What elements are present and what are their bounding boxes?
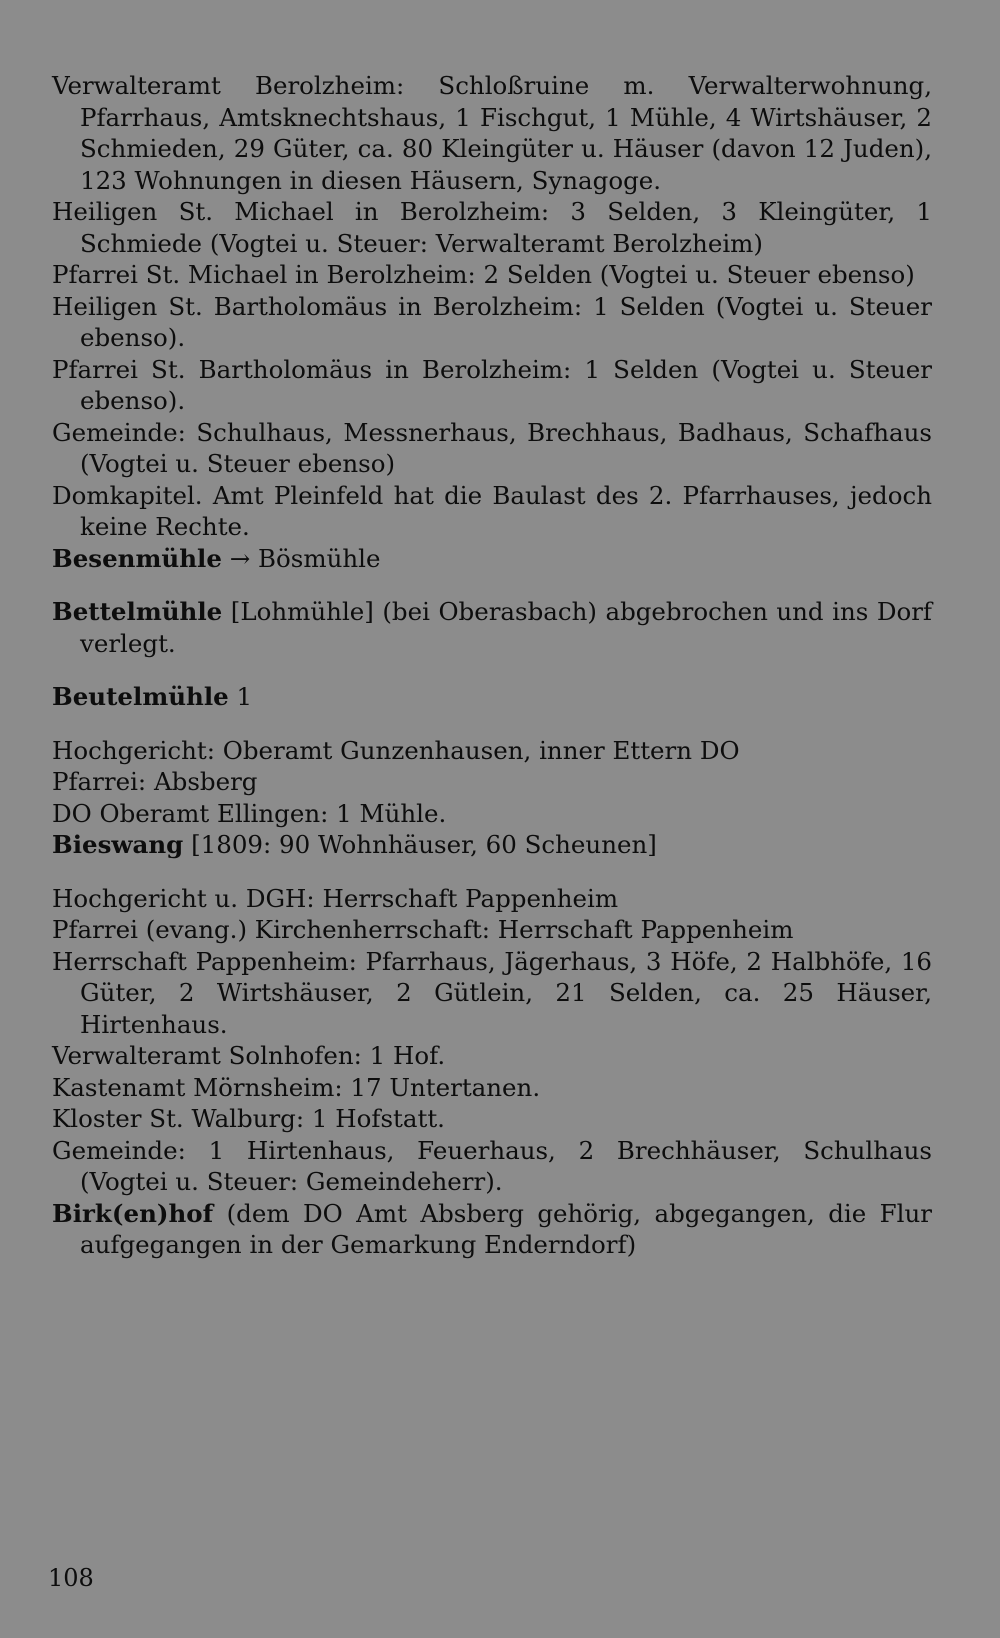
text-paragraph: Hochgericht: Oberamt Gunzenhausen, inner Ettern DO bbox=[52, 735, 740, 765]
page-body bbox=[52, 70, 932, 1261]
headword: Beutelmühle bbox=[52, 682, 229, 711]
entry-beutelmuehle bbox=[52, 681, 932, 713]
entry-text: 1 bbox=[228, 682, 253, 711]
entry-text: (dem DO Amt Absberg gehörig, abgegangen, die Flur aufgegangen in der Gemarkung Enderndorf) bbox=[80, 1198, 932, 1259]
headword: Besenmühle bbox=[52, 543, 222, 573]
text-paragraph: Verwalteramt Berolzheim: Schloßruine m. Verwalterwohnung, Pfarrhaus, Amtsknechtshaus, 1 Fischgut, 1 Mühle, 4 Wirtshäuser, 2 Schmieden, 29 Güter, ca. 80 Kleingüter u. Häuser (davon 12 Juden), 123 Wohnungen in diesen Häusern, Synagoge. bbox=[52, 71, 932, 195]
text-paragraph: Gemeinde: Schulhaus, Messnerhaus, Brechhaus, Badhaus, Schafhaus (Vogtei u. Steuer ebenso) bbox=[52, 417, 932, 478]
entry-text: → Bösmühle bbox=[221, 543, 381, 573]
entry-bieswang bbox=[52, 829, 932, 861]
entry-birkenhof bbox=[52, 1198, 932, 1261]
entry-text: [1809: 90 Wohnhäuser, 60 Scheunen] bbox=[183, 830, 657, 859]
entry-text: [Lohmühle] (bei Oberasbach) abgebrochen und ins Dorf verlegt. bbox=[80, 597, 932, 658]
text-paragraph: Heiligen St. Michael in Berolzheim: 3 Selden, 3 Kleingüter, 1 Schmiede (Vogtei u. Steuer: Verwalteramt Berolzheim) bbox=[52, 197, 932, 258]
text-paragraph: Pfarrei (evang.) Kirchenherrschaft: Herrschaft Pappenheim bbox=[52, 915, 794, 944]
text-paragraph: Kastenamt Mörnsheim: 17 Untertanen. bbox=[52, 1072, 541, 1102]
text-paragraph: Domkapitel. Amt Pleinfeld hat die Baulast des 2. Pfarrhauses, jedoch keine Rechte. bbox=[52, 480, 932, 541]
text-paragraph: Verwalteramt Solnhofen: 1 Hof. bbox=[52, 1041, 446, 1070]
text-paragraph: Gemeinde: 1 Hirtenhaus, Feuerhaus, 2 Brechhäuser, Schulhaus (Vogtei u. Steuer: Gemeindeherr). bbox=[52, 1135, 932, 1196]
page-number: 108 bbox=[48, 1564, 94, 1592]
headword: Bettelmühle bbox=[52, 597, 223, 626]
headword: Birk(en)hof bbox=[52, 1198, 214, 1228]
entry-besenmuehle bbox=[52, 543, 932, 575]
text-paragraph: Hochgericht u. DGH: Herrschaft Pappenheim bbox=[52, 883, 619, 913]
entry-bettelmuehle bbox=[52, 596, 932, 659]
text-paragraph: Pfarrei: Absberg bbox=[52, 767, 258, 796]
text-paragraph: DO Oberamt Ellingen: 1 Mühle. bbox=[52, 798, 447, 828]
text-paragraph: Kloster St. Walburg: 1 Hofstatt. bbox=[52, 1104, 445, 1133]
text-paragraph: Herrschaft Pappenheim: Pfarrhaus, Jägerhaus, 3 Höfe, 2 Halbhöfe, 16 Güter, 2 Wirtshäuser, 2 Gütlein, 21 Selden, ca. 25 Häuser, Hirtenhaus. bbox=[52, 946, 932, 1039]
text-paragraph: Pfarrei St. Michael in Berolzheim: 2 Selden (Vogtei u. Steuer ebenso) bbox=[52, 260, 915, 289]
headword: Bieswang bbox=[52, 830, 184, 859]
text-paragraph: Heiligen St. Bartholomäus in Berolzheim: 1 Selden (Vogtei u. Steuer ebenso). bbox=[52, 291, 932, 352]
text-paragraph: Pfarrei St. Bartholomäus in Berolzheim: 1 Selden (Vogtei u. Steuer ebenso). bbox=[52, 354, 932, 415]
